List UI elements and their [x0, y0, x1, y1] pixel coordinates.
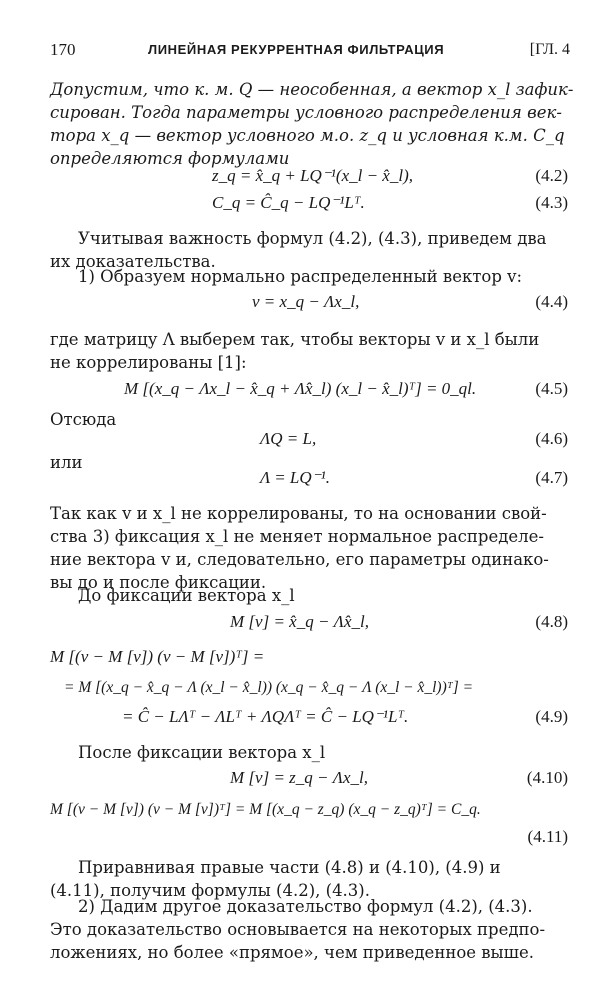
text-line: Так как v и x_l не коррелированы, то на основании свой-	[50, 504, 547, 523]
text-line: (4.11), получим формулы (4.2), (4.3).	[50, 881, 370, 900]
equation-number: (4.3)	[535, 193, 568, 212]
equation-number: (4.9)	[535, 707, 568, 726]
equation-4-9-line-3	[50, 707, 568, 733]
text-line: Допустим, что к. м. Q — неособенная, а вектор x_l зафик-	[50, 80, 574, 99]
equation-4-9-line-2	[50, 679, 568, 705]
formula: C_q = Ĉ_q − LQ⁻¹Lᵀ.	[212, 193, 365, 212]
running-title: ЛИНЕЙНАЯ РЕКУРРЕНТНАЯ ФИЛЬТРАЦИЯ	[148, 42, 445, 57]
equation-4-9-line-1	[50, 647, 568, 673]
formula: = Ĉ − LΛᵀ − ΛLᵀ + ΛQΛᵀ = Ĉ − LQ⁻¹Lᵀ.	[122, 707, 409, 726]
intro-paragraph	[50, 78, 574, 170]
text-line: не коррелированы [1]:	[50, 353, 247, 372]
text-line: До фиксации вектора x_l	[78, 586, 295, 605]
text-line: Это доказательство основывается на некоторых предпо-	[50, 920, 546, 939]
since-paragraph	[50, 502, 568, 594]
step1-paragraph	[50, 265, 568, 288]
text-line: 2) Дадим другое доказательство формул (4.2), (4.3).	[78, 897, 533, 916]
equation-4-3	[50, 193, 568, 219]
formula: = M [(x_q − x̂_q − Λ (x_l − x̂_l)) (x_q − x̂_q − Λ (x_l − x̂_l))ᵀ] =	[64, 679, 474, 696]
formula: z_q = x̂_q + LQ⁻¹(x_l − x̂_l),	[212, 166, 413, 185]
equation-4-6	[50, 429, 568, 455]
formula: v = x_q − Λx_l,	[252, 292, 360, 311]
text-line: ства 3) фиксация x_l не меняет нормальное распределе-	[50, 527, 544, 546]
formula: M [(v − M [v]) (v − M [v])ᵀ] =	[50, 647, 265, 666]
equation-number: (4.10)	[526, 768, 568, 787]
text-line: определяются формулами	[50, 149, 290, 168]
text-line: После фиксации вектора x_l	[78, 743, 326, 762]
word-or: или	[50, 453, 83, 472]
before-fixation-paragraph	[50, 584, 568, 607]
step2-paragraph	[50, 895, 568, 964]
text-line: ние вектора v и, следовательно, его параметры одинако-	[50, 550, 549, 569]
formula: M [(x_q − Λx_l − x̂_q + Λx̂_l) (x_l − x̂_l)ᵀ] = 0_ql.	[124, 379, 477, 398]
word-hence: Отсюда	[50, 410, 117, 429]
equation-number: (4.4)	[535, 292, 568, 311]
text-line: Учитывая важность формул (4.2), (4.3), приведем два	[78, 229, 547, 248]
text-line: их доказательства.	[50, 252, 216, 271]
equation-number: (4.8)	[535, 612, 568, 631]
text-line: сирован. Тогда параметры условного распределения век-	[50, 103, 562, 122]
formula: M [(v − M [v]) (v − M [v])ᵀ] = M [(x_q − z_q) (x_q − z_q)ᵀ] = C_q.	[50, 801, 481, 818]
equation-4-4	[50, 292, 568, 318]
text-line: ложениях, но более «прямое», чем приведенное выше.	[50, 943, 535, 962]
after-fixation-paragraph	[50, 741, 568, 764]
text-line: где матрицу Λ выберем так, чтобы векторы v и x_l были	[50, 330, 540, 349]
equation-4-7	[50, 468, 568, 494]
formula: Λ = LQ⁻¹.	[260, 468, 330, 487]
equation-number: (4.5)	[535, 379, 568, 398]
chapter-label: [ГЛ. 4	[529, 41, 570, 58]
equation-number: (4.7)	[535, 468, 568, 487]
text-line: Приравнивая правые части (4.8) и (4.10), (4.9) и	[78, 858, 501, 877]
equation-4-2	[50, 166, 568, 192]
text-line: тора x_q — вектор условного м.о. z_q и условная к.м. C_q	[50, 126, 565, 145]
text-line: 1) Образуем нормально распределенный вектор v:	[78, 267, 523, 286]
equation-number: (4.2)	[535, 166, 568, 185]
equation-number: (4.11)	[527, 827, 568, 846]
formula: M [v] = x̂_q − Λx̂_l,	[230, 612, 369, 631]
equation-4-10	[50, 768, 568, 794]
text-line: вы до и после фиксации.	[50, 573, 267, 592]
equation-4-11-number-row	[50, 827, 568, 853]
formula: M [v] = z_q − Λx_l,	[230, 768, 369, 787]
formula: ΛQ = L,	[260, 429, 317, 448]
equation-4-11	[50, 801, 568, 827]
equation-4-5	[50, 379, 568, 405]
equation-4-8	[50, 612, 568, 638]
equation-number: (4.6)	[535, 429, 568, 448]
page-number: 170	[50, 40, 76, 59]
running-header	[50, 40, 570, 64]
matrix-paragraph	[50, 328, 568, 374]
